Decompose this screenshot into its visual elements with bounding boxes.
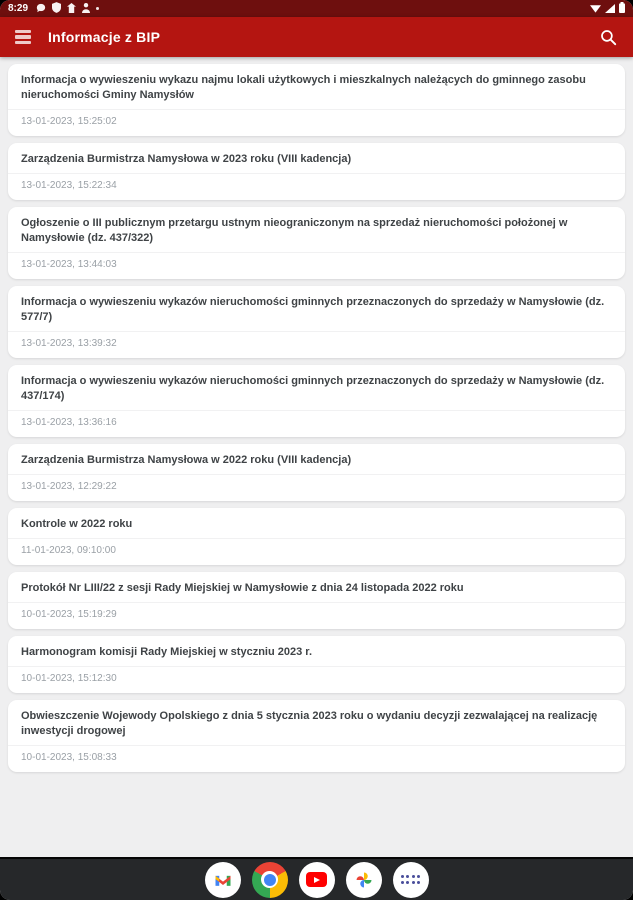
system-icons xyxy=(590,0,625,18)
list-item[interactable] xyxy=(8,143,625,200)
list-item-title: Informacja o wywieszeniu wykazu najmu lokali użytkowych i mieszkalnych należących do gminnego zasobu nieruchomości Gminy Namysłów xyxy=(21,74,586,101)
dock-chrome-icon[interactable] xyxy=(252,862,288,898)
dock-photos-icon[interactable] xyxy=(346,862,382,898)
chat-notification-icon xyxy=(36,0,46,18)
list-item[interactable] xyxy=(8,365,625,437)
list-item[interactable] xyxy=(8,286,625,358)
notification-icons xyxy=(36,0,99,18)
list-item[interactable] xyxy=(8,572,625,629)
wifi-icon xyxy=(590,0,601,18)
list-item-timestamp: 11-01-2023, 09:10:00 xyxy=(8,538,625,565)
list-item[interactable] xyxy=(8,636,625,693)
list-item-title: Harmonogram komisji Rady Miejskiej w styczniu 2023 r. xyxy=(21,646,313,658)
shield-notification-icon xyxy=(52,0,61,18)
list-item[interactable] xyxy=(8,700,625,772)
list-item-title: Informacja o wywieszeniu wykazów nieruchomości gminnych przeznaczonych do sprzedaży w Namysłowie (dz. 577/7) xyxy=(21,296,605,323)
list-item-title: Ogłoszenie o III publicznym przetargu ustnym nieograniczonym na sprzedaż nieruchomości położonej w Namysłowie (dz. 437/322) xyxy=(21,217,568,244)
person-notification-icon xyxy=(82,0,90,18)
list-item-title: Kontrole w 2022 roku xyxy=(21,518,133,530)
list-item-title: Informacja o wywieszeniu wykazów nieruchomości gminnych przeznaczonych do sprzedaży w Namysłowie (dz. 437/174) xyxy=(21,375,605,402)
list-item[interactable] xyxy=(8,207,625,279)
list-item-timestamp: 13-01-2023, 15:25:02 xyxy=(8,109,625,136)
dock-gmail-icon[interactable] xyxy=(205,862,241,898)
status-bar xyxy=(0,0,633,17)
battery-icon xyxy=(619,0,625,18)
list-item-title: Zarządzenia Burmistrza Namysłowa w 2023 roku (VIII kadencja) xyxy=(21,153,352,165)
list-item[interactable] xyxy=(8,64,625,136)
dock-all-apps-icon[interactable] xyxy=(393,862,429,898)
search-icon[interactable] xyxy=(597,26,620,49)
list-item-title: Zarządzenia Burmistrza Namysłowa w 2022 roku (VIII kadencja) xyxy=(21,454,352,466)
list-item-timestamp: 13-01-2023, 13:36:16 xyxy=(8,410,625,437)
list-item[interactable] xyxy=(8,508,625,565)
overflow-dot-icon xyxy=(96,7,99,10)
app-bar xyxy=(0,17,633,57)
list-item-timestamp: 10-01-2023, 15:12:30 xyxy=(8,666,625,693)
list-item-timestamp: 13-01-2023, 15:22:34 xyxy=(8,173,625,200)
signal-icon xyxy=(605,0,615,18)
menu-icon[interactable] xyxy=(13,27,33,48)
list-item-timestamp: 13-01-2023, 12:29:22 xyxy=(8,474,625,501)
app-notification-icon xyxy=(67,0,76,18)
app-bar-title: Informacje z BIP xyxy=(48,29,161,45)
news-list[interactable] xyxy=(0,57,633,857)
list-item-timestamp: 10-01-2023, 15:19:29 xyxy=(8,602,625,629)
dock-youtube-icon[interactable] xyxy=(299,862,335,898)
list-item-timestamp: 13-01-2023, 13:39:32 xyxy=(8,331,625,358)
list-item-timestamp: 13-01-2023, 13:44:03 xyxy=(8,252,625,279)
list-item-title: Protokół Nr LIII/22 z sesji Rady Miejskiej w Namysłowie z dnia 24 listopada 2022 roku xyxy=(21,582,464,594)
list-item-title: Obwieszczenie Wojewody Opolskiego z dnia 5 stycznia 2023 roku o wydaniu decyzji zezwalającej na realizację inwestycji drogowej xyxy=(21,710,598,737)
dock xyxy=(0,857,633,900)
status-time: 8:29 xyxy=(8,2,29,14)
list-item-timestamp: 10-01-2023, 15:08:33 xyxy=(8,745,625,772)
list-item[interactable] xyxy=(8,444,625,501)
